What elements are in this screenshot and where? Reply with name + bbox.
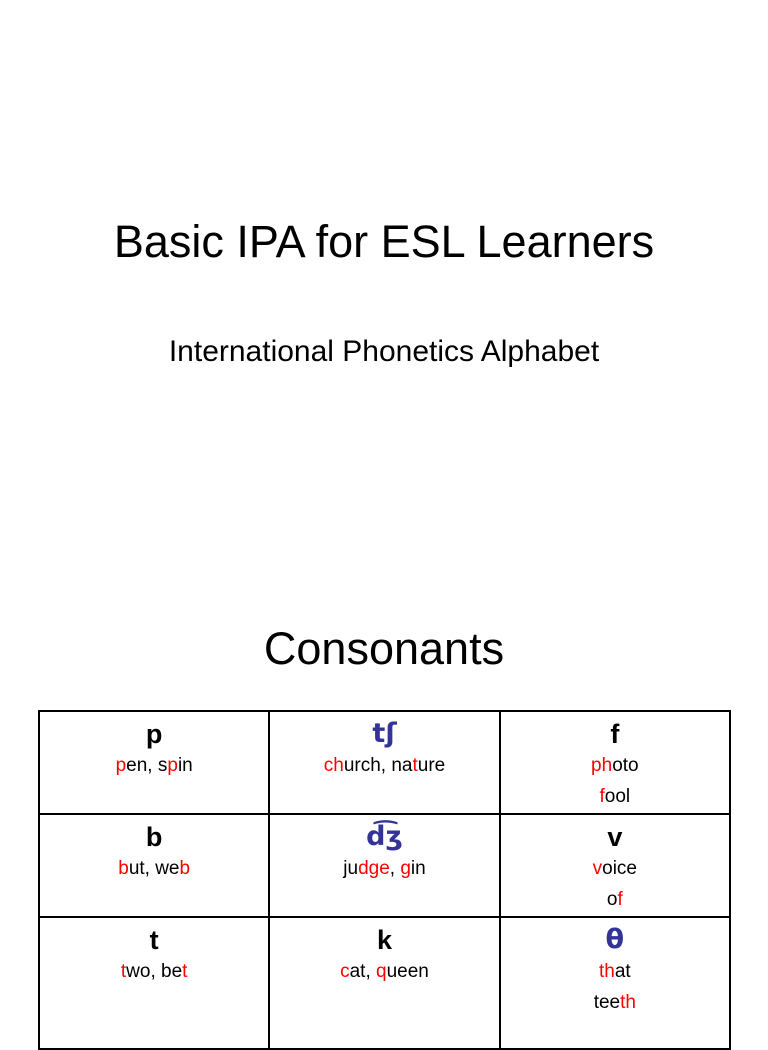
example-text: , [389, 858, 401, 879]
consonant-table-body [39, 711, 730, 1049]
example-words [501, 884, 729, 915]
example-text: ut, we [128, 858, 180, 879]
consonant-cell [500, 814, 730, 917]
example-text: en, s [126, 755, 168, 776]
consonant-cell [269, 917, 499, 1049]
ipa-symbol: b [145, 822, 163, 852]
example-text: tee [593, 992, 621, 1013]
highlighted-letters: b [179, 858, 191, 879]
highlighted-letters: t [120, 961, 127, 982]
highlighted-letters: c [340, 961, 350, 982]
consonant-cell [39, 711, 269, 814]
example-words [501, 956, 729, 987]
table-row [39, 814, 730, 917]
consonants-heading: Consonants [263, 623, 505, 674]
highlighted-letters: th [598, 961, 615, 982]
consonant-cell [39, 814, 269, 917]
example-words [40, 750, 268, 781]
example-text: in [410, 858, 426, 879]
highlighted-letters: f [617, 889, 623, 910]
table-row [39, 917, 730, 1049]
highlighted-letters: th [620, 992, 636, 1013]
highlighted-letters: ch [323, 755, 344, 776]
example-words [501, 853, 729, 884]
consonant-cell [500, 711, 730, 814]
ipa-symbol: tʃ [372, 718, 397, 749]
ipa-symbol: p [145, 719, 163, 749]
example-text: oto [612, 755, 639, 776]
highlighted-letters: dge [358, 858, 390, 879]
slide-subtitle: International Phonetics Alphabet [168, 335, 600, 368]
example-text: ju [343, 858, 359, 879]
example-words [270, 853, 498, 884]
highlighted-letters: t [182, 961, 188, 982]
consonant-cell [269, 711, 499, 814]
example-words [270, 750, 498, 781]
example-text: ool [604, 786, 631, 807]
example-text: ueen [386, 961, 429, 982]
example-text: oice [602, 858, 637, 879]
ipa-symbol: θ [605, 924, 625, 955]
example-words [270, 956, 498, 987]
ipa-symbol: d͡ʒ [366, 821, 403, 852]
highlighted-letters: t [412, 755, 418, 776]
slide-title: Basic IPA for ESL Learners [113, 216, 655, 267]
highlighted-letters: b [118, 858, 129, 879]
ipa-symbol: f [610, 719, 620, 749]
highlighted-letters: g [400, 858, 411, 879]
consonant-cell [39, 917, 269, 1049]
example-words [501, 750, 729, 781]
example-words [501, 987, 729, 1018]
ipa-symbol: k [376, 925, 392, 955]
highlighted-letters: v [592, 858, 603, 879]
example-text: wo, be [126, 961, 183, 982]
highlighted-letters: q [376, 961, 387, 982]
ipa-symbol: t [149, 925, 159, 955]
highlighted-letters: ph [591, 755, 613, 776]
example-text: at, [349, 961, 377, 982]
table-row [39, 711, 730, 814]
consonant-cell [500, 917, 730, 1049]
consonant-cell [269, 814, 499, 917]
example-text: ure [417, 755, 446, 776]
ipa-symbol: v [607, 822, 623, 852]
highlighted-letters: f [599, 786, 605, 807]
example-text: o [606, 889, 618, 910]
example-words [40, 853, 268, 884]
example-words [501, 781, 729, 812]
highlighted-letters: p [167, 755, 178, 776]
example-text: in [177, 755, 193, 776]
example-text: urch, na [343, 755, 413, 776]
example-words [40, 956, 268, 987]
consonant-table [38, 710, 731, 1050]
example-text: at [614, 961, 631, 982]
highlighted-letters: p [115, 755, 127, 776]
